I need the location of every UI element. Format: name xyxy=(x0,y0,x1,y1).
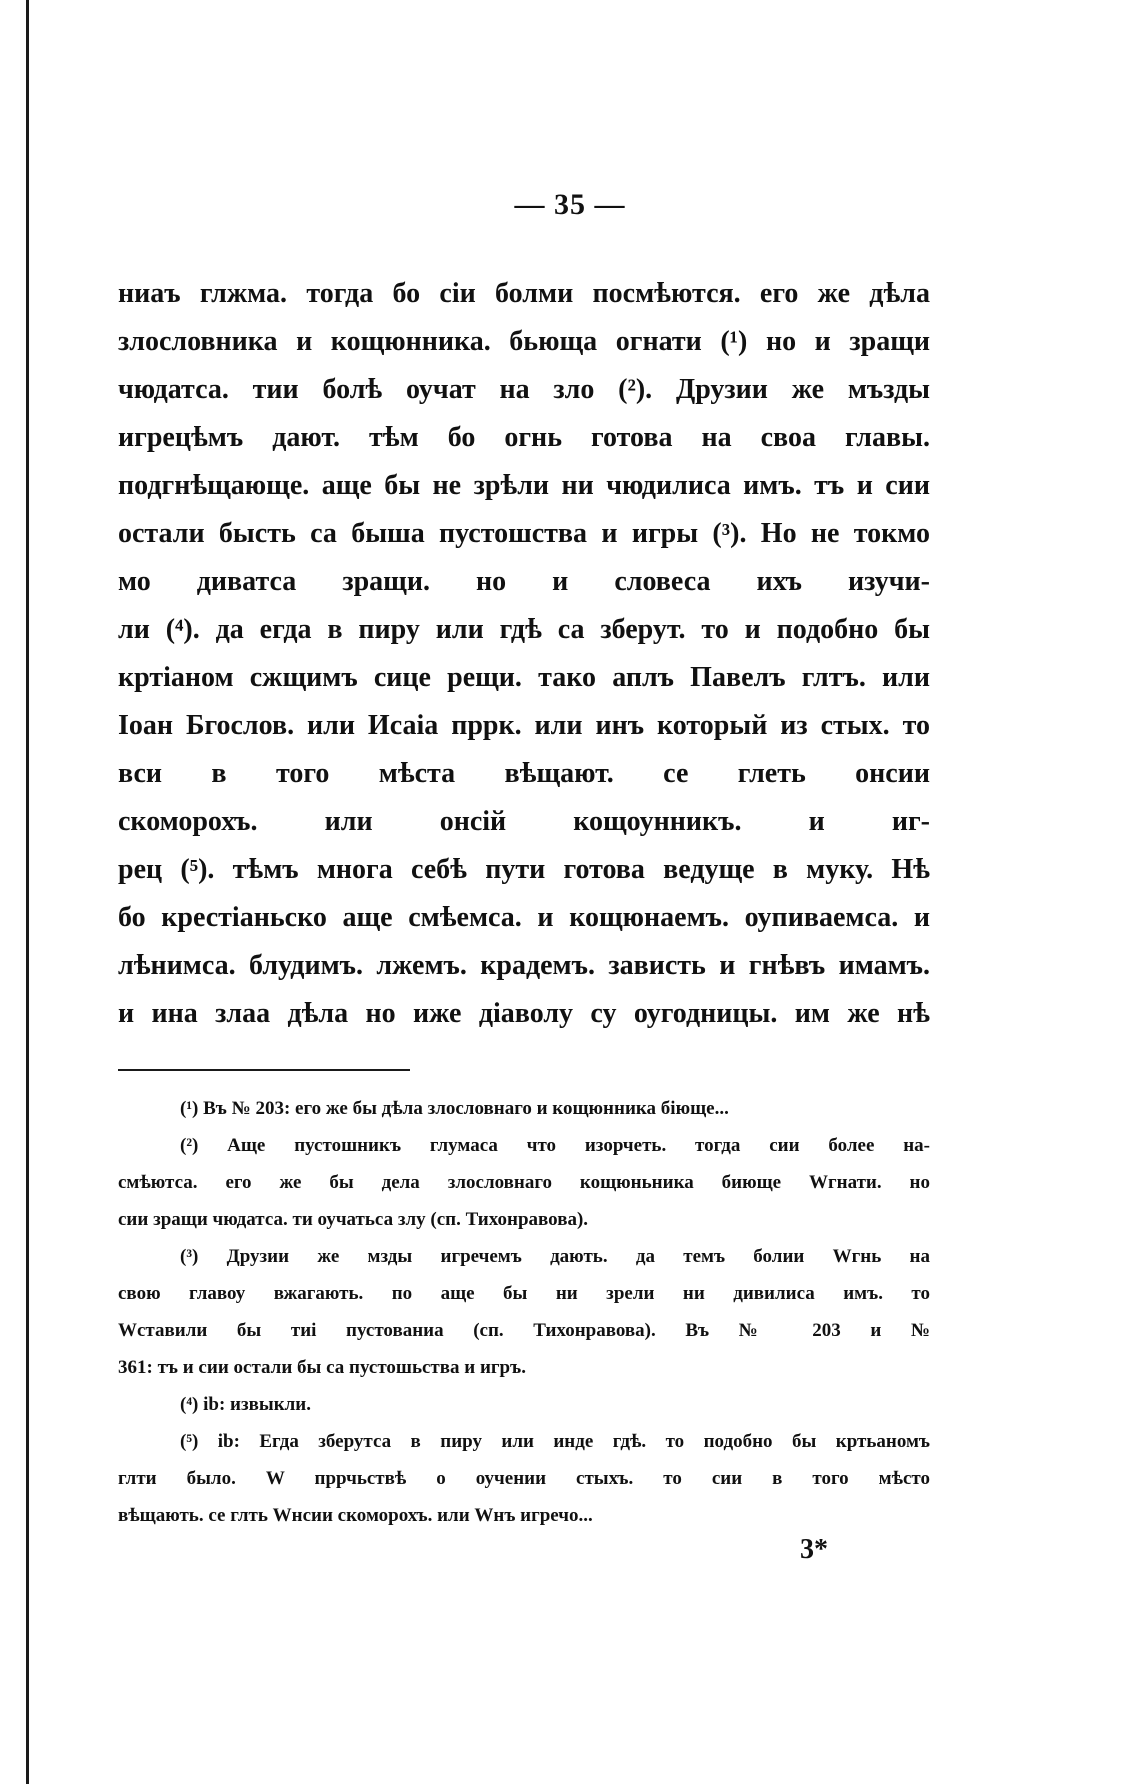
text-line: ниаъ глжма. тогда бо сіи болми посмѣются. его же дѣла xyxy=(118,278,930,309)
text-line: мо диватса зращи. но и словеса ихъ изучи- xyxy=(118,566,930,597)
text-line: кртіаном сжщимъ сице рещи. тако аплъ Павелъ глтъ. или xyxy=(118,662,930,693)
text-line: ли (⁴). да егда в пиру или гдѣ са зберут. то и подобно бы xyxy=(118,614,930,645)
text-line: Іоан Бгослов. или Исаіа пррк. или инъ который из стых. то xyxy=(118,710,930,741)
footnote-line: (⁵) ib: Егда зберутса в пиру или инде гдѣ. то подобно бы кртьаномъ xyxy=(180,1431,930,1452)
text-line: остали бысть са быша пустошства и игры (³). Но не токмо xyxy=(118,518,930,549)
page-edge-rule xyxy=(26,0,29,1784)
footnote-line: (²) Аще пустошникъ глумаса что изорчеть. тогда сии более на- xyxy=(180,1135,930,1156)
text-line: лѣнимса. блудимъ. лжемъ. крадемъ. зависть и гнѣвъ имамъ. xyxy=(118,950,930,981)
footnotes xyxy=(118,1090,930,1534)
footnote-line: 361: тъ и сии остали бы са пустошьства и игръ. xyxy=(118,1357,526,1378)
text-line: скоморохъ. или онсій кощоунникъ. и иг- xyxy=(118,806,930,837)
text-line: чюдатса. тии болѣ оучат на зло (²). Друзии же мъзды xyxy=(118,374,930,405)
footnote-line: глти было. W пррчьствѣ о оучении стыхъ. то сии в того мѣсто xyxy=(118,1468,930,1489)
footnote-line: сии зращи чюдатса. ти оучатьса злу (сп. Тихонравова). xyxy=(118,1209,589,1230)
footnote-line: вѣщають. се глть Wнсии скоморохъ. или Wнъ игречо... xyxy=(118,1505,593,1526)
footnote-line: свою главоу вжагають. по аще бы ни зрели ни дивилиса имъ. то xyxy=(118,1283,930,1304)
text-line: злословника и кощюнника. бьюща огнати (¹) но и зращи xyxy=(118,326,930,357)
page-number: — 35 — xyxy=(514,188,626,221)
printer-signature-mark: 3* xyxy=(800,1534,828,1565)
text-line: игрецѣмъ дают. тѣм бо огнь готова на своа главы. xyxy=(118,422,930,453)
footnote-line: (¹) Въ № 203: его же бы дѣла злословнаго и кощюнника біюще... xyxy=(180,1098,729,1119)
footnote-separator xyxy=(118,1069,410,1071)
footnote-line: смѣютса. его же бы дела злословнаго кощюньника биюще Wгнати. но xyxy=(118,1172,930,1193)
footnote-line: (⁴) ib: извыкли. xyxy=(180,1394,312,1415)
main-text xyxy=(118,270,930,1038)
text-line: подгнѣщающе. аще бы не зрѣли ни чюдилиса имъ. тъ и сии xyxy=(118,470,930,501)
text-line: рец (⁵). тѣмъ многа себѣ пути готова ведуще в муку. Нѣ xyxy=(118,854,930,885)
text-line: и ина злаа дѣла но иже діаволу су оугодницы. им же нѣ xyxy=(118,998,930,1029)
footnote-line: (³) Друзии же мзды игречемъ дають. да темъ болии Wгнь на xyxy=(180,1246,930,1267)
footnote-line: Wставили бы тиі пустованиа (сп. Тихонравова). Въ № 203 и № xyxy=(118,1320,930,1341)
text-line: бо крестіаньско аще смѣемса. и кощюнаемъ. оупиваемса. и xyxy=(118,902,930,933)
text-line: вси в того мѣста вѣщают. се глеть онсии xyxy=(118,758,930,789)
